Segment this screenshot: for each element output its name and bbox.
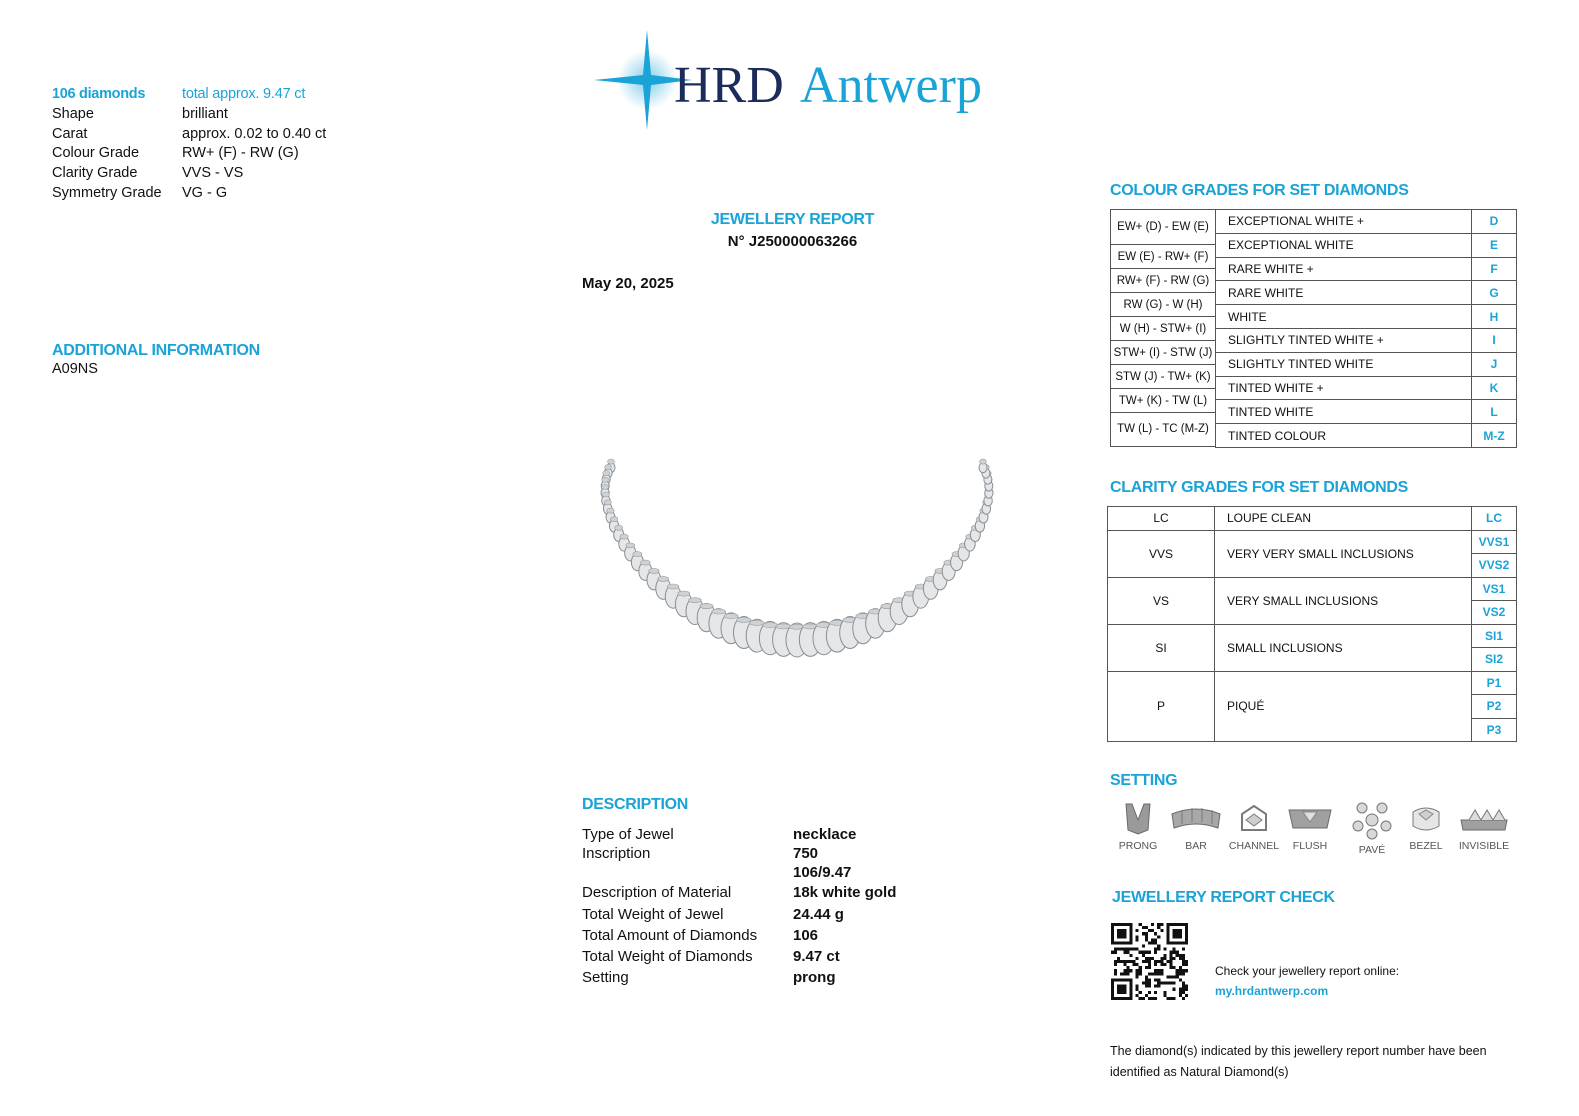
colour-grade-name: EXCEPTIONAL WHITE [1216,233,1472,257]
report-title: JEWELLERY REPORT [710,211,875,228]
necklace-link [668,584,679,589]
colour-grade-name: TINTED WHITE [1216,400,1472,424]
colour-range: TW+ (K) - TW (L) [1111,389,1215,413]
colour-grade-code: K [1472,376,1517,400]
logo-text-hrd: HRD [674,57,784,114]
colour-grade-code: M-Z [1472,424,1517,448]
setting-invisible [1454,800,1514,852]
clarity-abbr: VVS [1108,530,1215,577]
clarity-grade-row [1108,577,1517,601]
summary-label: Clarity Grade [52,165,138,182]
colour-grade-name: SLIGHTLY TINTED WHITE + [1216,328,1472,352]
setting-flush [1280,800,1340,852]
colour-grade-name: TINTED WHITE + [1216,376,1472,400]
bezel-icon [1409,800,1443,836]
qr-code-icon[interactable] [1111,923,1188,1000]
hrd-antwerp-logo [592,28,1012,138]
clarity-grades-table [1107,506,1517,742]
description-label [582,863,793,882]
clarity-name: SMALL INCLUSIONS [1215,624,1472,671]
colour-grades-title: COLOUR GRADES FOR SET DIAMONDS [1110,182,1409,199]
description-title: DESCRIPTION [582,796,689,813]
summary-row [52,105,326,125]
colour-grade-row [1216,233,1517,257]
description-row [582,845,896,863]
colour-grade-code: E [1472,233,1517,257]
summary-label: Carat [52,125,88,142]
clarity-code: P2 [1472,695,1517,719]
description-value: 24.44 g [793,905,844,923]
footer-note [1110,1041,1530,1083]
setting-label: BAR [1185,840,1207,852]
colour-grade-row [1216,328,1517,352]
clarity-abbr: VS [1108,577,1215,624]
pave-icon [1350,800,1394,840]
necklace-link [615,525,623,530]
colour-grade-name: EXCEPTIONAL WHITE + [1216,210,1472,234]
necklace-link [658,576,669,581]
colour-grade-row [1216,210,1517,234]
description-label: Type of Jewel [582,826,674,843]
description-value: 18k white gold [793,884,897,902]
necklace-link [712,609,726,614]
colour-grade-row [1216,257,1517,281]
colour-range: TW (L) - TC (M-Z) [1117,423,1209,435]
setting-pave [1342,800,1402,856]
necklace-link [640,560,650,565]
description-row [582,925,896,946]
necklace-link [750,620,765,625]
description-row [582,967,896,988]
colour-grade-row [1216,352,1517,376]
necklace-link [602,484,609,489]
setting-label: PRONG [1118,840,1158,852]
additional-info-title: ADDITIONAL INFORMATION [52,342,260,359]
report-check-link[interactable]: my.hrdantwerp.com [1215,984,1329,998]
colour-grade-code: D [1472,210,1517,234]
description-row [582,863,896,882]
necklace-link [633,552,642,557]
clarity-grades-title: CLARITY GRADES FOR SET DIAMONDS [1110,479,1408,496]
prong-icon [1118,800,1158,836]
clarity-name: PIQUÉ [1215,671,1472,742]
flush-icon [1287,800,1333,836]
colour-grade-row [1216,305,1517,329]
setting-label: PAVÉ [1358,844,1386,856]
description-value: necklace [793,826,857,843]
summary-value: brilliant [182,105,228,122]
clarity-code: SI2 [1472,648,1517,672]
colour-range: STW (J) - TW+ (K) [1111,365,1215,389]
clarity-name: VERY SMALL INCLUSIONS [1215,577,1472,624]
description-row [582,824,896,845]
necklace-link [602,492,609,497]
summary-value: RW+ (F) - RW (G) [182,145,299,162]
necklace-link [607,508,614,513]
setting-icons [1108,800,1518,860]
description-value: 106 [793,926,819,944]
description-label: Total Weight of Jewel [582,905,724,923]
colour-grade-name: SLIGHTLY TINTED WHITE [1216,352,1472,376]
setting-bezel [1396,800,1456,852]
summary-value: VG - G [182,184,228,201]
description-label: Total Amount of Diamonds [582,926,758,944]
colour-grade-code: I [1472,328,1517,352]
colour-grade-code: G [1472,281,1517,305]
clarity-code: VVS1 [1472,530,1517,554]
description-row [582,946,896,967]
necklace-stones [601,459,993,657]
necklace-link [689,598,702,603]
colour-grade-row [1216,424,1517,448]
logo-text-antwerp: Antwerp [800,57,982,114]
clarity-name: VERY VERY SMALL INCLUSIONS [1215,530,1472,577]
diamond-count: 106 diamonds [52,86,146,102]
clarity-grade-row [1108,671,1517,695]
necklace-link [602,477,609,482]
footer-line: identified as Natural Diamond(s) [1110,1065,1289,1079]
report-date: May 20, 2025 [582,275,674,292]
clarity-code: P1 [1472,671,1517,695]
setting-channel [1224,800,1284,852]
report-number: N° J250000063266 [727,233,858,250]
clarity-code: SI1 [1472,624,1517,648]
clarity-code: VVS2 [1472,554,1517,578]
colour-range: EW (E) - RW+ (F) [1111,245,1215,269]
necklace-link [620,534,628,539]
clarity-grade-row [1108,530,1517,554]
colour-grade-name: RARE WHITE [1216,281,1472,305]
necklace-link [626,543,635,548]
necklace-link [604,500,611,505]
description-label: Description of Material [582,884,732,902]
total-weight: total approx. 9.47 ct [182,86,306,102]
necklace-link [649,568,659,573]
colour-range: RW (G) - W (H) [1111,293,1215,317]
clarity-code: VS1 [1472,577,1517,601]
description-label: Setting [582,969,629,987]
necklace-link [980,459,987,464]
summary-value: approx. 0.02 to 0.40 ct [182,125,327,142]
summary-row [52,184,326,204]
clarity-code: VS2 [1472,601,1517,625]
description-row [582,882,896,903]
clarity-grade-row [1108,507,1517,531]
colour-grade-code: L [1472,400,1517,424]
summary-label: Symmetry Grade [52,184,162,201]
necklace-link [678,591,690,596]
clarity-code: LC [1472,507,1517,531]
summary-row [52,125,326,145]
description-label: Total Weight of Diamonds [582,948,753,966]
summary-head-row [52,85,326,105]
colour-grade-code: J [1472,352,1517,376]
setting-title: SETTING [1110,772,1178,789]
colour-grade-name: WHITE [1216,305,1472,329]
setting-label: FLUSH [1292,840,1328,852]
footer-line: The diamond(s) indicated by this jewellery report number have been [1110,1044,1487,1058]
description-list [582,824,896,989]
colour-grades-table [1215,209,1517,448]
setting-bar [1166,800,1226,852]
colour-grade-row [1216,281,1517,305]
report-check-title: JEWELLERY REPORT CHECK [1112,889,1335,906]
necklace-link [737,617,751,622]
clarity-grade-row [1108,624,1517,648]
colour-grade-code: H [1472,305,1517,329]
necklace-link [603,471,610,476]
colour-range: RW+ (F) - RW (G) [1111,269,1215,293]
invisible-icon [1459,800,1509,836]
necklace-link [610,517,618,522]
necklace-link [608,459,615,464]
colour-range: STW+ (I) - STW (J) [1111,341,1215,365]
colour-grade-name: RARE WHITE + [1216,257,1472,281]
summary-value: VVS - VS [182,165,244,182]
colour-range-column [1110,209,1216,447]
colour-range: W (H) - STW+ (I) [1111,317,1215,341]
necklace-photo [592,450,1002,690]
setting-label: CHANNEL [1228,840,1280,852]
bar-icon [1170,800,1222,836]
description-value: 106/9.47 [793,864,852,882]
clarity-abbr: SI [1108,624,1215,671]
report-check-text: Check your jewellery report online: [1215,964,1400,978]
diamond-summary [52,85,326,204]
colour-grade-row [1216,376,1517,400]
clarity-abbr: P [1108,671,1215,742]
summary-row [52,144,326,164]
description-value: prong [793,969,836,987]
summary-row [52,164,326,184]
description-row [582,904,896,925]
colour-grade-code: F [1472,257,1517,281]
clarity-name: LOUPE CLEAN [1215,507,1472,531]
additional-info-value: A09NS [52,361,98,377]
clarity-code: P3 [1472,718,1517,742]
description-value: 750 [793,845,819,863]
colour-grade-name: TINTED COLOUR [1216,424,1472,448]
colour-grade-row [1216,400,1517,424]
summary-label: Colour Grade [52,145,140,162]
clarity-abbr: LC [1108,507,1215,531]
necklace-link [700,604,713,609]
setting-label: BEZEL [1409,840,1443,852]
summary-label: Shape [52,105,94,122]
colour-range: EW+ (D) - EW (E) [1111,210,1215,245]
setting-prong [1108,800,1168,852]
setting-label: INVISIBLE [1458,840,1510,852]
necklace-link [724,614,738,619]
description-label: Inscription [582,845,651,863]
description-value: 9.47 ct [793,948,840,966]
channel-icon [1236,800,1272,836]
necklace-link [605,465,612,470]
necklace-link [763,623,778,628]
